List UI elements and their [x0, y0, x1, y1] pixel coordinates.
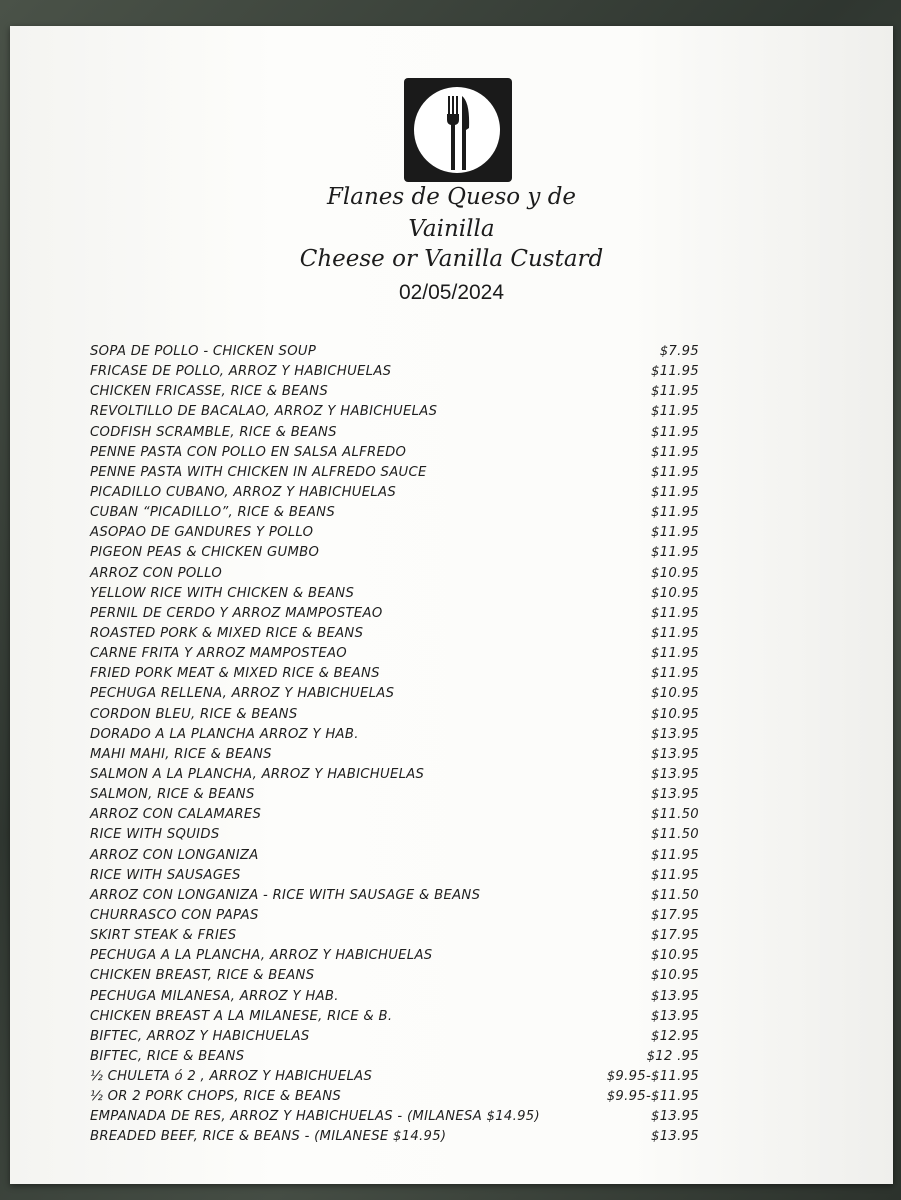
menu-item — [10, 765, 893, 785]
menu-item — [10, 523, 893, 543]
menu-item — [10, 745, 893, 765]
menu-item-price: $11.95 — [651, 666, 699, 682]
menu-item — [10, 1027, 893, 1047]
menu-item-name: CHURRASCO CON PAPAS — [90, 907, 259, 923]
menu-item-name: BREADED BEEF, RICE & BEANS - (MILANESE $14.95) — [90, 1129, 447, 1145]
menu-item — [10, 705, 893, 725]
title-line-2: Vainilla — [408, 216, 495, 242]
menu-item-name: RICE WITH SAUSAGES — [90, 867, 241, 883]
menu-item-price: $10.95 — [651, 585, 699, 601]
menu-item-price: $13.95 — [651, 766, 699, 782]
menu-item-name: PECHUGA MILANESA, ARROZ Y HAB. — [90, 988, 339, 1004]
menu-item-name: BIFTEC, RICE & BEANS — [90, 1048, 245, 1064]
menu-item — [10, 846, 893, 866]
menu-item — [10, 664, 893, 684]
menu-item — [10, 483, 893, 503]
menu-item-name: PERNIL DE CERDO Y ARROZ MAMPOSTEAO — [90, 605, 383, 621]
menu-item-name: PICADILLO CUBANO, ARROZ Y HABICHUELAS — [90, 484, 397, 500]
menu-item-name: BIFTEC, ARROZ Y HABICHUELAS — [90, 1028, 310, 1044]
menu-item-name: EMPANADA DE RES, ARROZ Y HABICHUELAS - (MILANESA $14.95) — [90, 1109, 540, 1125]
menu-item — [10, 624, 893, 644]
menu-item — [10, 805, 893, 825]
menu-item-price: $11.95 — [651, 444, 699, 460]
menu-item-price: $11.95 — [651, 505, 699, 521]
menu-item-name: SOPA DE POLLO - CHICKEN SOUP — [90, 344, 317, 359]
menu-item-price: $11.95 — [651, 484, 699, 500]
menu-item-name: DORADO A LA PLANCHA ARROZ Y HAB. — [90, 726, 359, 742]
menu-item-price: $11.95 — [651, 545, 699, 561]
menu-item-name: CHICKEN BREAST A LA MILANESE, RICE & B. — [90, 1008, 393, 1024]
menu-item-name: SALMON, RICE & BEANS — [90, 787, 255, 803]
menu-item-price: $13.95 — [651, 988, 699, 1004]
menu-item — [10, 946, 893, 966]
menu-item — [10, 785, 893, 805]
menu-item-price: $17.95 — [651, 928, 699, 944]
menu-list — [10, 342, 893, 1148]
menu-item-name: ARROZ CON CALAMARES — [90, 807, 262, 823]
menu-item-name: ARROZ CON LONGANIZA - RICE WITH SAUSAGE & BEANS — [90, 887, 481, 903]
menu-item — [10, 543, 893, 563]
menu-item-price: $12 .95 — [646, 1048, 699, 1064]
menu-item-price: $11.95 — [651, 424, 699, 440]
menu-item-name: PECHUGA A LA PLANCHA, ARROZ Y HABICHUELAS — [90, 948, 433, 964]
menu-item — [10, 584, 893, 604]
menu-item — [10, 1107, 893, 1127]
menu-item-price: $11.95 — [651, 625, 699, 641]
menu-item-price: $11.50 — [651, 807, 699, 823]
menu-item-price: $13.95 — [651, 787, 699, 803]
menu-item-name: RICE WITH SQUIDS — [90, 827, 220, 843]
menu-item-price: $11.95 — [651, 605, 699, 621]
menu-item — [10, 423, 893, 443]
menu-item-price: $9.95-$11.95 — [606, 1089, 699, 1105]
menu-item-price: $11.95 — [651, 464, 699, 480]
menu-item-price: $11.95 — [651, 404, 699, 420]
menu-item-name: ½ OR 2 PORK CHOPS, RICE & BEANS — [90, 1089, 342, 1105]
menu-item-price: $13.95 — [651, 746, 699, 762]
menu-item-name: SALMON A LA PLANCHA, ARROZ Y HABICHUELAS — [90, 766, 425, 782]
menu-item — [10, 1047, 893, 1067]
menu-item — [10, 684, 893, 704]
menu-item — [10, 382, 893, 402]
menu-item-price: $13.95 — [651, 1129, 699, 1145]
menu-date: 02/05/2024 — [398, 281, 505, 304]
menu-item — [10, 443, 893, 463]
menu-item-name: CHICKEN FRICASSE, RICE & BEANS — [90, 384, 329, 400]
menu-item-name: YELLOW RICE WITH CHICKEN & BEANS — [90, 585, 355, 601]
menu-item — [10, 644, 893, 664]
menu-item — [10, 503, 893, 523]
fork-knife-icon — [404, 78, 512, 182]
menu-item — [10, 342, 893, 362]
menu-item-name: PIGEON PEAS & CHICKEN GUMBO — [90, 545, 320, 561]
menu-item — [10, 866, 893, 886]
menu-item-name: FRICASE DE POLLO, ARROZ Y HABICHUELAS — [90, 364, 392, 380]
menu-item-price: $11.95 — [651, 364, 699, 380]
menu-item-price: $10.95 — [651, 948, 699, 964]
menu-item-price: $11.50 — [651, 827, 699, 843]
menu-item-name: MAHI MAHI, RICE & BEANS — [90, 746, 272, 762]
menu-item — [10, 1067, 893, 1087]
menu-item — [10, 362, 893, 382]
menu-item-price: $12.95 — [651, 1028, 699, 1044]
menu-item-name: ASOPAO DE GANDURES Y POLLO — [90, 525, 314, 541]
menu-item — [10, 926, 893, 946]
menu-item-price: $11.50 — [651, 887, 699, 903]
menu-item-name: ROASTED PORK & MIXED RICE & BEANS — [90, 625, 364, 641]
menu-item — [10, 1087, 893, 1107]
menu-item-name: CODFISH SCRAMBLE, RICE & BEANS — [90, 424, 337, 440]
menu-item-name: ARROZ CON LONGANIZA — [90, 847, 259, 863]
menu-item-name: PECHUGA RELLENA, ARROZ Y HABICHUELAS — [90, 686, 395, 702]
menu-item-name: CORDON BLEU, RICE & BEANS — [90, 706, 298, 722]
menu-item-price: $11.95 — [651, 525, 699, 541]
menu-item — [10, 987, 893, 1007]
menu-item — [10, 402, 893, 422]
menu-item — [10, 886, 893, 906]
menu-item-name: CARNE FRITA Y ARROZ MAMPOSTEAO — [90, 646, 347, 662]
menu-item-name: PENNE PASTA CON POLLO EN SALSA ALFREDO — [90, 444, 407, 460]
menu-item-price: $7.95 — [659, 344, 699, 359]
menu-item-price: $11.95 — [651, 646, 699, 662]
menu-item-name: ARROZ CON POLLO — [90, 565, 223, 581]
menu-item-price: $10.95 — [651, 968, 699, 984]
menu-item-price: $11.95 — [651, 847, 699, 863]
menu-item — [10, 1127, 893, 1147]
menu-item — [10, 463, 893, 483]
menu-item — [10, 604, 893, 624]
title-line-1: Flanes de Queso y de — [326, 184, 577, 210]
menu-item — [10, 825, 893, 845]
menu-item-price: $9.95-$11.95 — [606, 1069, 699, 1085]
menu-item — [10, 906, 893, 926]
menu-item — [10, 725, 893, 745]
menu-item-price: $10.95 — [651, 706, 699, 722]
menu-item-price: $13.95 — [651, 1008, 699, 1024]
menu-item-name: ½ CHULETA ó 2 , ARROZ Y HABICHUELAS — [90, 1069, 373, 1085]
menu-item — [10, 966, 893, 986]
menu-item-price: $13.95 — [651, 1109, 699, 1125]
menu-item-price: $10.95 — [651, 565, 699, 581]
menu-item — [10, 1007, 893, 1027]
menu-item — [10, 564, 893, 584]
title-line-3: Cheese or Vanilla Custard — [299, 246, 604, 272]
menu-item-price: $13.95 — [651, 726, 699, 742]
menu-item-price: $11.95 — [651, 867, 699, 883]
menu-item-name: FRIED PORK MEAT & MIXED RICE & BEANS — [90, 666, 380, 682]
menu-item-name: CUBAN “PICADILLO”, RICE & BEANS — [90, 505, 336, 521]
menu-item-price: $11.95 — [651, 384, 699, 400]
menu-item-price: $17.95 — [651, 907, 699, 923]
menu-item-price: $10.95 — [651, 686, 699, 702]
menu-item-name: REVOLTILLO DE BACALAO, ARROZ Y HABICHUELAS — [90, 404, 438, 420]
menu-item-name: CHICKEN BREAST, RICE & BEANS — [90, 968, 315, 984]
menu-item-name: SKIRT STEAK & FRIES — [90, 928, 237, 944]
menu-item-name: PENNE PASTA WITH CHICKEN IN ALFREDO SAUCE — [90, 464, 427, 480]
menu-sheet — [10, 26, 893, 1184]
